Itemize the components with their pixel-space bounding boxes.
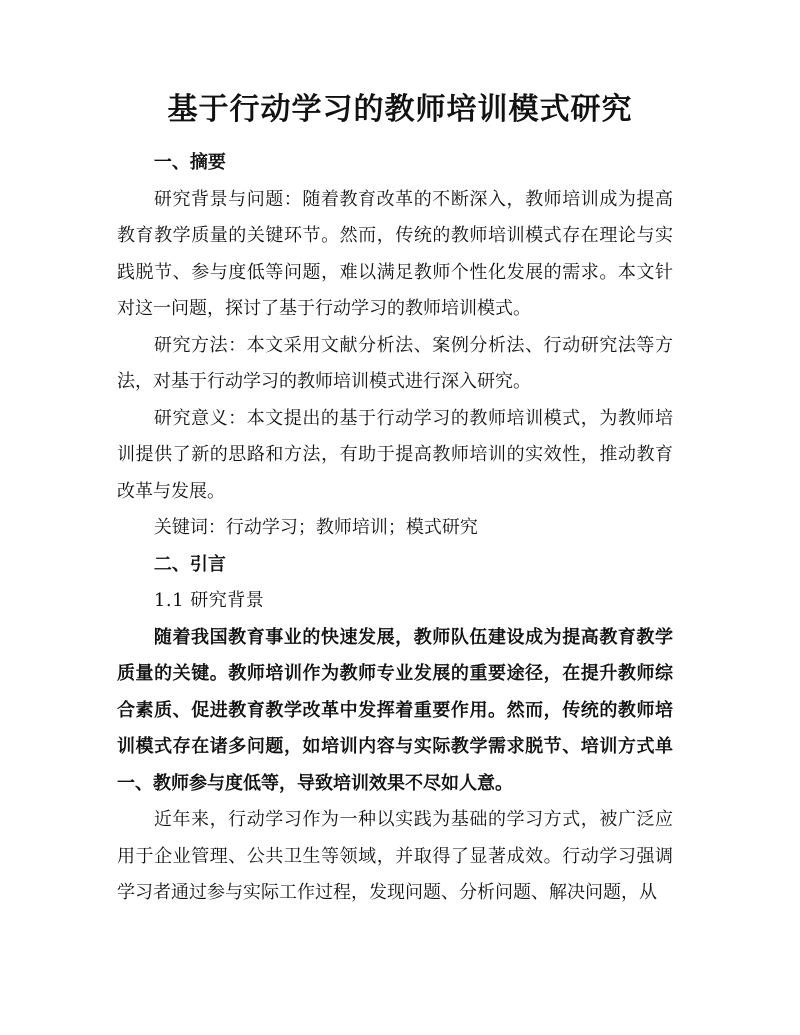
abstract-paragraph-background: 研究背景与问题：随着教育改革的不断深入，教师培训成为提高教育教学质量的关键环节。然而，传统的教师培训模式存在理论与实践脱节、参与度低等问题，难以满足教师个性化发展的需求。本文针对这一问题，探讨了基于行动学习的教师培训模式。 bbox=[117, 188, 673, 319]
keywords-line: 关键词：行动学习；教师培训；模式研究 bbox=[153, 517, 478, 538]
abstract-heading: 一、摘要 bbox=[153, 152, 226, 173]
introduction-paragraph-action-learning: 近年来，行动学习作为一种以实践为基础的学习方式，被广泛应用于企业管理、公共卫生等领域，并取得了显著成效。行动学习强调学习者通过参与实际工作过程，发现问题、分析问题、解决问题，从 bbox=[117, 809, 673, 903]
abstract-paragraph-significance: 研究意义：本文提出的基于行动学习的教师培训模式，为教师培训提供了新的思路和方法，有助于提高教师培训的实效性，推动教育改革与发展。 bbox=[117, 407, 673, 502]
document-body bbox=[117, 145, 673, 912]
introduction-paragraph-bold: 随着我国教育事业的快速发展，教师队伍建设成为提高教育教学质量的关键。教师培训作为教师专业发展的重要途径，在提升教师综合素质、促进教育教学改革中发挥着重要作用。然而，传统的教师培训模式存在诸多问题，如培训内容与实际教学需求脱节、培训方式单一、教师参与度低等，导致培训效果不尽如人意。 bbox=[117, 626, 673, 794]
document-title: 基于行动学习的教师培训模式研究 bbox=[167, 92, 633, 127]
subsection-heading-research-background: 1.1 研究背景 bbox=[153, 590, 265, 611]
introduction-heading: 二、引言 bbox=[153, 553, 226, 575]
abstract-paragraph-methods: 研究方法：本文采用文献分析法、案例分析法、行动研究法等方法，对基于行动学习的教师培训模式进行深入研究。 bbox=[117, 334, 673, 392]
